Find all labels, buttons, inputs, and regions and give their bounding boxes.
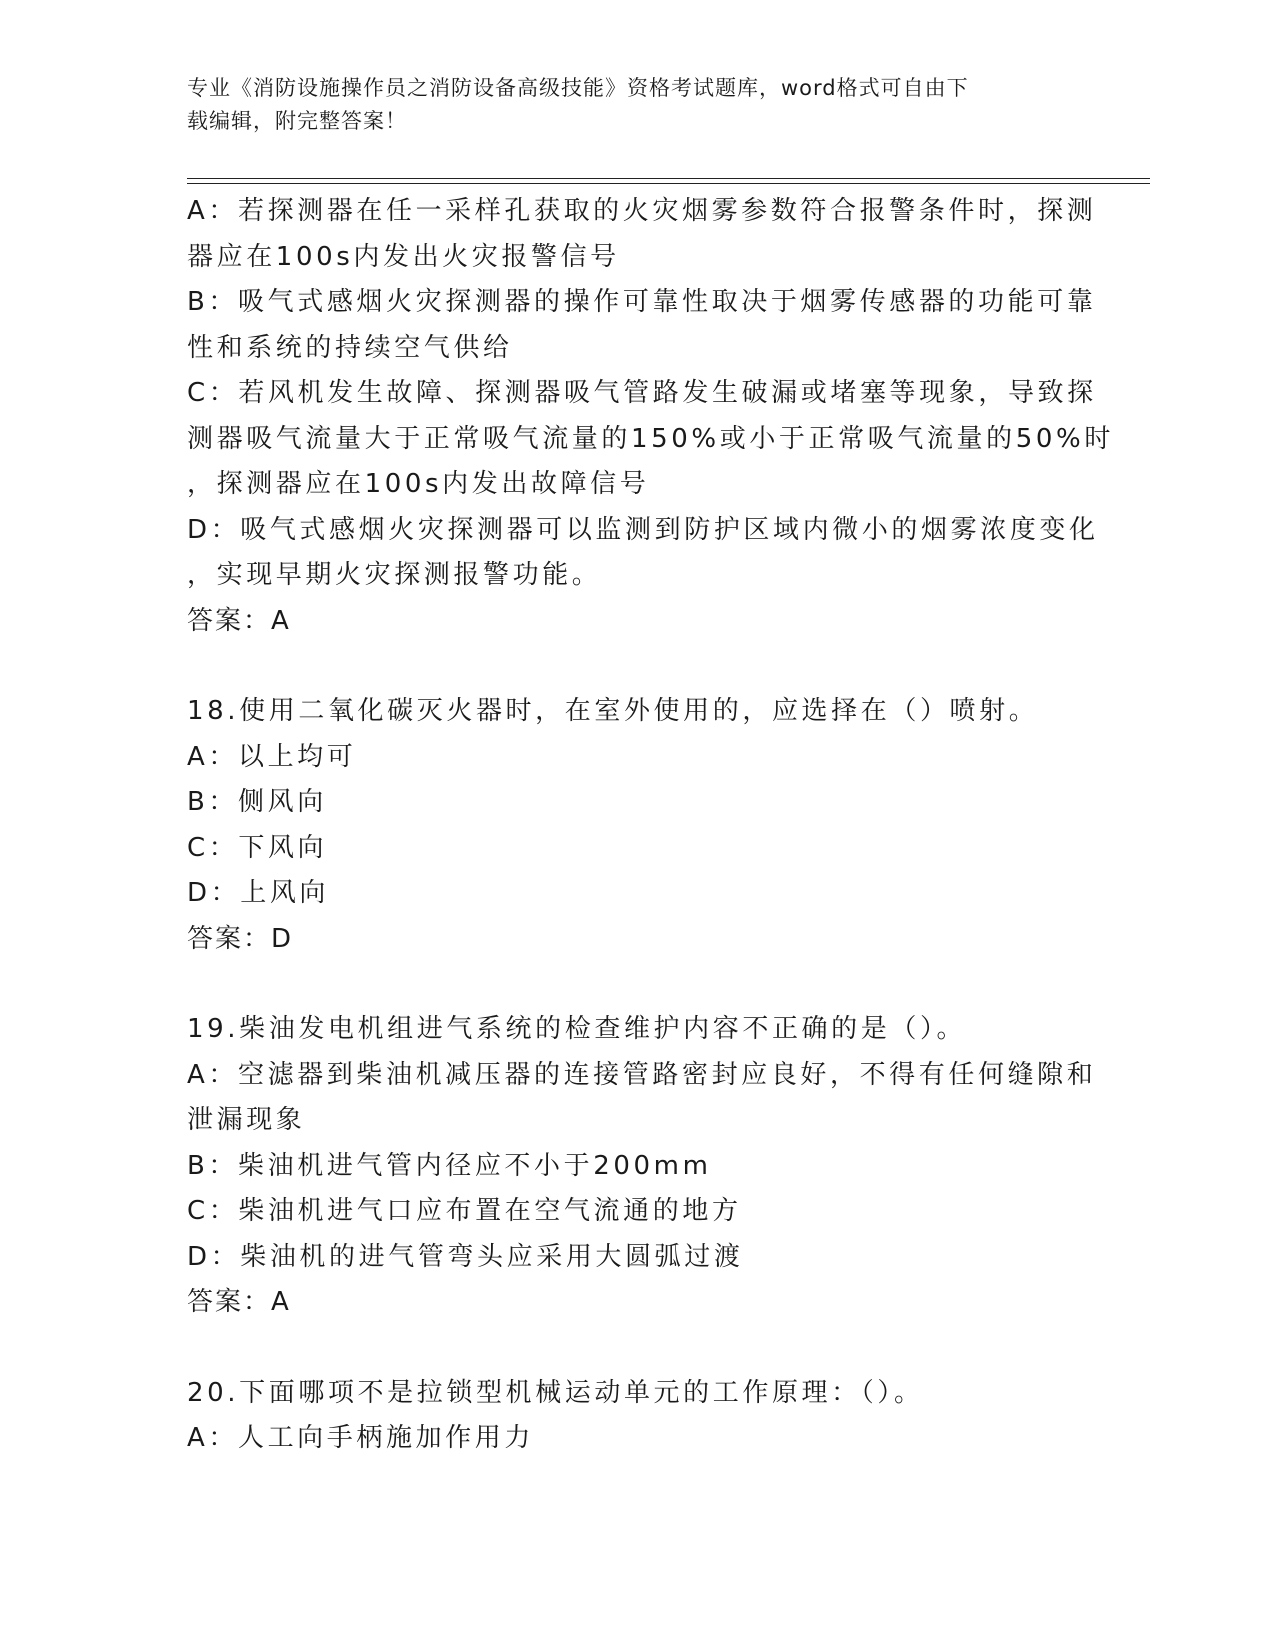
option-d: D：柴油机的进气管弯头应采用大圆弧过渡 [187, 1241, 744, 1272]
option-a: A：以上均可 [187, 741, 357, 772]
option-b: B：侧风向 [187, 787, 327, 817]
option-b [187, 280, 1097, 371]
option-c: C：下风向 [187, 832, 328, 863]
option-b-line-2: 性和系统的持续空气供给 [187, 332, 513, 363]
option-c-line-1: C：若风机发生故障、探测器吸气管路发生破漏或堵塞等现象，导致探 [187, 378, 1097, 408]
option-d [187, 508, 1099, 599]
option-a: A：人工向手柄施加作用力 [187, 1423, 534, 1453]
option-c: C：柴油机进气口应布置在空气流通的地方 [187, 1196, 742, 1226]
option-d-line-2: ，实现早期火灾探测报警功能。 [187, 560, 602, 590]
option-a-line-1: A：若探测器在任一采样孔获取的火灾烟雾参数符合报警条件时，探测 [187, 196, 1097, 226]
question-20 [187, 1371, 1087, 1462]
option-d-line-1: D：吸气式感烟火灾探测器可以监测到防护区域内微小的烟雾浓度变化 [187, 514, 1099, 545]
answer-17: 答案：A [187, 605, 291, 636]
header-line-2: 载编辑，附完整答案！ [187, 109, 407, 133]
option-a [187, 1053, 1097, 1144]
document-header [187, 72, 1067, 138]
answer-18: 答案：D [187, 923, 294, 954]
question-18-stem: 18.使用二氧化碳灭火器时，在室外使用的，应选择在（）喷射。 [187, 696, 1039, 726]
question-content [187, 189, 1114, 1462]
option-a-line-2: 器应在100s内发出火灾报警信号 [187, 241, 620, 272]
option-a-line-2: 泄漏现象 [187, 1105, 306, 1135]
option-c-line-3: ，探测器应在100s内发出故障信号 [187, 469, 650, 499]
question-19 [187, 1007, 1097, 1326]
question-19-stem: 19.柴油发电机组进气系统的检查维护内容不正确的是（）。 [187, 1014, 967, 1044]
question-17 [187, 189, 1114, 644]
question-18 [187, 689, 1087, 962]
option-c [187, 371, 1114, 508]
option-c-line-2: 测器吸气流量大于正常吸气流量的150%或小于正常吸气流量的50%时 [187, 423, 1114, 454]
option-d: D：上风向 [187, 878, 330, 908]
header-line-1: 专业《消防设施操作员之消防设备高级技能》资格考试题库，word格式可自由下 [187, 76, 969, 100]
question-20-stem: 20.下面哪项不是拉锁型机械运动单元的工作原理：（）。 [187, 1377, 924, 1408]
header-divider-bottom [187, 183, 1150, 184]
header-divider-top [187, 178, 1150, 179]
option-b-line-1: B：吸气式感烟火灾探测器的操作可靠性取决于烟雾传感器的功能可靠 [187, 287, 1097, 317]
answer-19: 答案：A [187, 1287, 291, 1317]
option-b: B：柴油机进气管内径应不小于200mm [187, 1150, 712, 1181]
option-a-line-1: A：空滤器到柴油机减压器的连接管路密封应良好，不得有任何缝隙和 [187, 1059, 1097, 1090]
option-a [187, 189, 1097, 280]
